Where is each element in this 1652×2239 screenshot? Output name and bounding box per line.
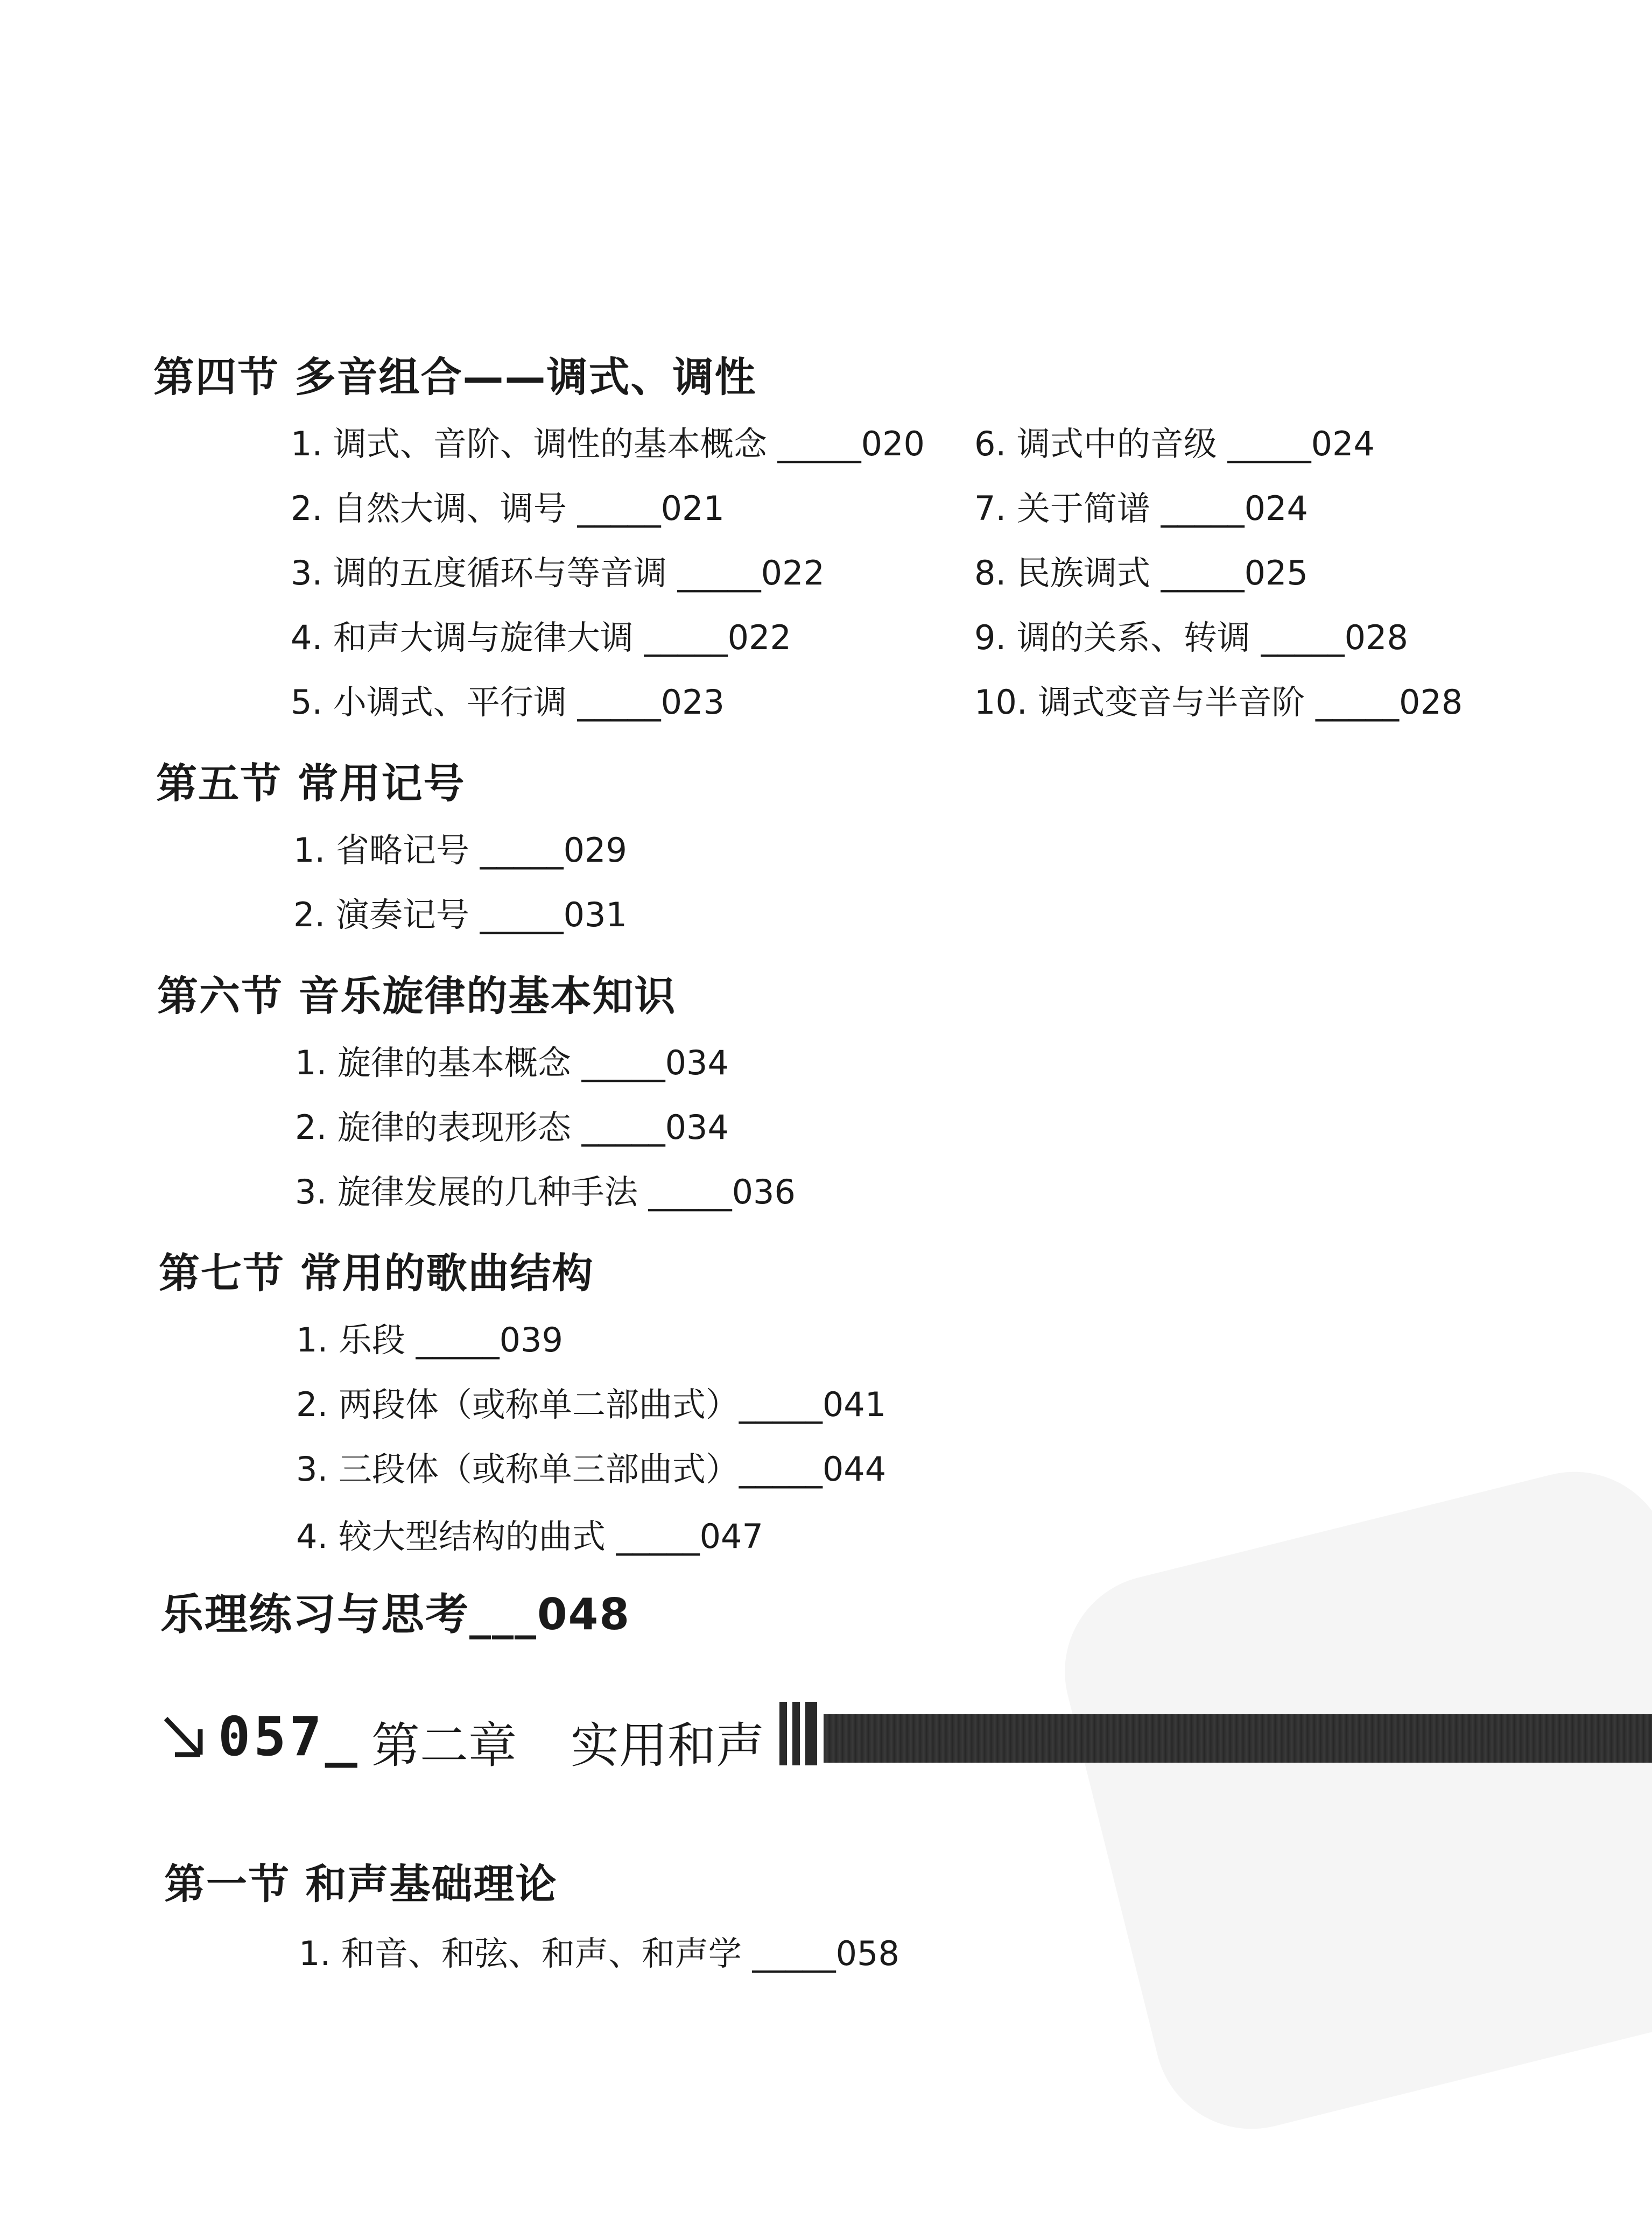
- banner-bar: [824, 1714, 1652, 1763]
- section-title: 第四节 多音组合——调式、调性: [153, 353, 757, 401]
- toc-item[interactable]: 1. 省略记号 _____029: [293, 830, 627, 870]
- toc-item[interactable]: 4. 较大型结构的曲式 _____047: [296, 1517, 763, 1556]
- chapter-number-value: 057: [218, 1705, 325, 1768]
- banner-stripe: [792, 1702, 800, 1765]
- toc-item[interactable]: 1. 调式、音阶、调性的基本概念 _____020: [291, 424, 925, 463]
- section-title: 第一节 和声基础理论: [164, 1860, 558, 1908]
- toc-item[interactable]: 2. 自然大调、调号 _____021: [291, 489, 725, 528]
- chapter-number: [218, 1705, 361, 1768]
- chapter-title: [371, 1706, 764, 1776]
- toc-item[interactable]: 2. 旋律的表现形态 _____034: [295, 1108, 729, 1147]
- toc-item[interactable]: 4. 和声大调与旋律大调 _____022: [291, 618, 791, 657]
- toc-item[interactable]: 3. 三段体（或称单三部曲式）_____044: [296, 1449, 887, 1489]
- toc-item[interactable]: 1. 和音、和弦、和声、和声学 _____058: [299, 1934, 899, 1973]
- toc-item[interactable]: 5. 小调式、平行调 _____023: [291, 682, 725, 722]
- toc-item[interactable]: 2. 演奏记号 _____031: [293, 895, 627, 934]
- toc-item[interactable]: 9. 调的关系、转调 _____028: [974, 618, 1408, 657]
- toc-item[interactable]: 6. 调式中的音级 _____024: [974, 424, 1375, 463]
- toc-item[interactable]: 8. 民族调式 _____025: [974, 553, 1308, 593]
- toc-item[interactable]: 3. 调的五度循环与等音调 _____022: [291, 553, 825, 593]
- section-title: 第六节 音乐旋律的基本知识: [157, 972, 677, 1020]
- chapter-name: 实用和声: [571, 1717, 764, 1774]
- toc-item[interactable]: 3. 旋律发展的几种手法 _____036: [295, 1172, 796, 1212]
- banner-stripe: [779, 1702, 787, 1765]
- toc-item[interactable]: 10. 调式变音与半音阶 _____028: [974, 682, 1463, 722]
- practice-entry[interactable]: 乐理练习与思考___048: [160, 1589, 630, 1639]
- section-title: 第七节 常用的歌曲结构: [159, 1249, 594, 1297]
- banner-stripe: [805, 1702, 817, 1765]
- chapter-label: 第二章: [371, 1717, 517, 1774]
- watermark-stamp: [1044, 1451, 1652, 2149]
- section-title: 第五节 常用记号: [156, 759, 466, 807]
- arrow-down-right-icon: [161, 1705, 210, 1764]
- toc-item[interactable]: 1. 旋律的基本概念 _____034: [295, 1043, 729, 1082]
- chapter-number-separator: _: [325, 1705, 361, 1768]
- toc-item[interactable]: 1. 乐段 _____039: [296, 1320, 563, 1360]
- chapter-banner: [161, 1695, 1652, 1782]
- toc-item[interactable]: 2. 两段体（或称单二部曲式）_____041: [296, 1385, 887, 1424]
- toc-item[interactable]: 7. 关于简谱 _____024: [974, 489, 1308, 528]
